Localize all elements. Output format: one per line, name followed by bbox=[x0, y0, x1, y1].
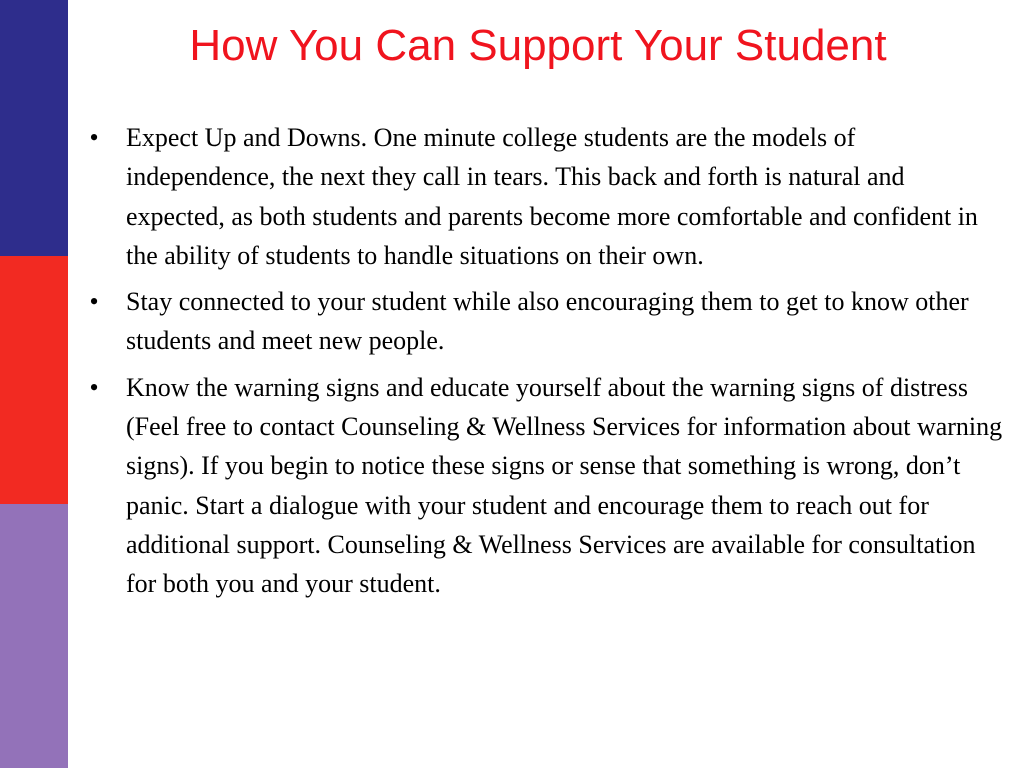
bullet-list bbox=[84, 118, 1008, 611]
bullet-icon: • bbox=[89, 287, 99, 317]
side-color-bar bbox=[0, 0, 68, 768]
slide-title: How You Can Support Your Student bbox=[189, 21, 887, 70]
bullet-item bbox=[84, 118, 1008, 275]
side-band-bottom bbox=[0, 504, 68, 768]
bullet-text: Know the warning signs and educate yourself about the warning signs of distress (Feel free to contact Counseling & Wellness Services for information about warning signs). If you begin to notice these signs or sense that something is wrong, don’t panic. Start a dialogue with your student and encourage them to reach out for additional support. Counseling & Wellness Services are available for consultation for both you and your student. bbox=[126, 372, 1003, 599]
bullet-item bbox=[84, 368, 1008, 604]
bullet-item bbox=[84, 282, 1008, 361]
bullet-text: Stay connected to your student while also encouraging them to get to know other students and meet new people. bbox=[126, 287, 969, 356]
side-band-middle bbox=[0, 256, 68, 504]
bullet-text: Expect Up and Downs. One minute college students are the models of independence, the next they call in tears. This back and forth is natural and expected, as both students and parents become more comfortable and confident in the ability of students to handle situations on their own. bbox=[126, 123, 978, 270]
bullet-icon: • bbox=[89, 372, 99, 402]
side-band-top bbox=[0, 0, 68, 256]
bullet-icon: • bbox=[89, 123, 99, 152]
